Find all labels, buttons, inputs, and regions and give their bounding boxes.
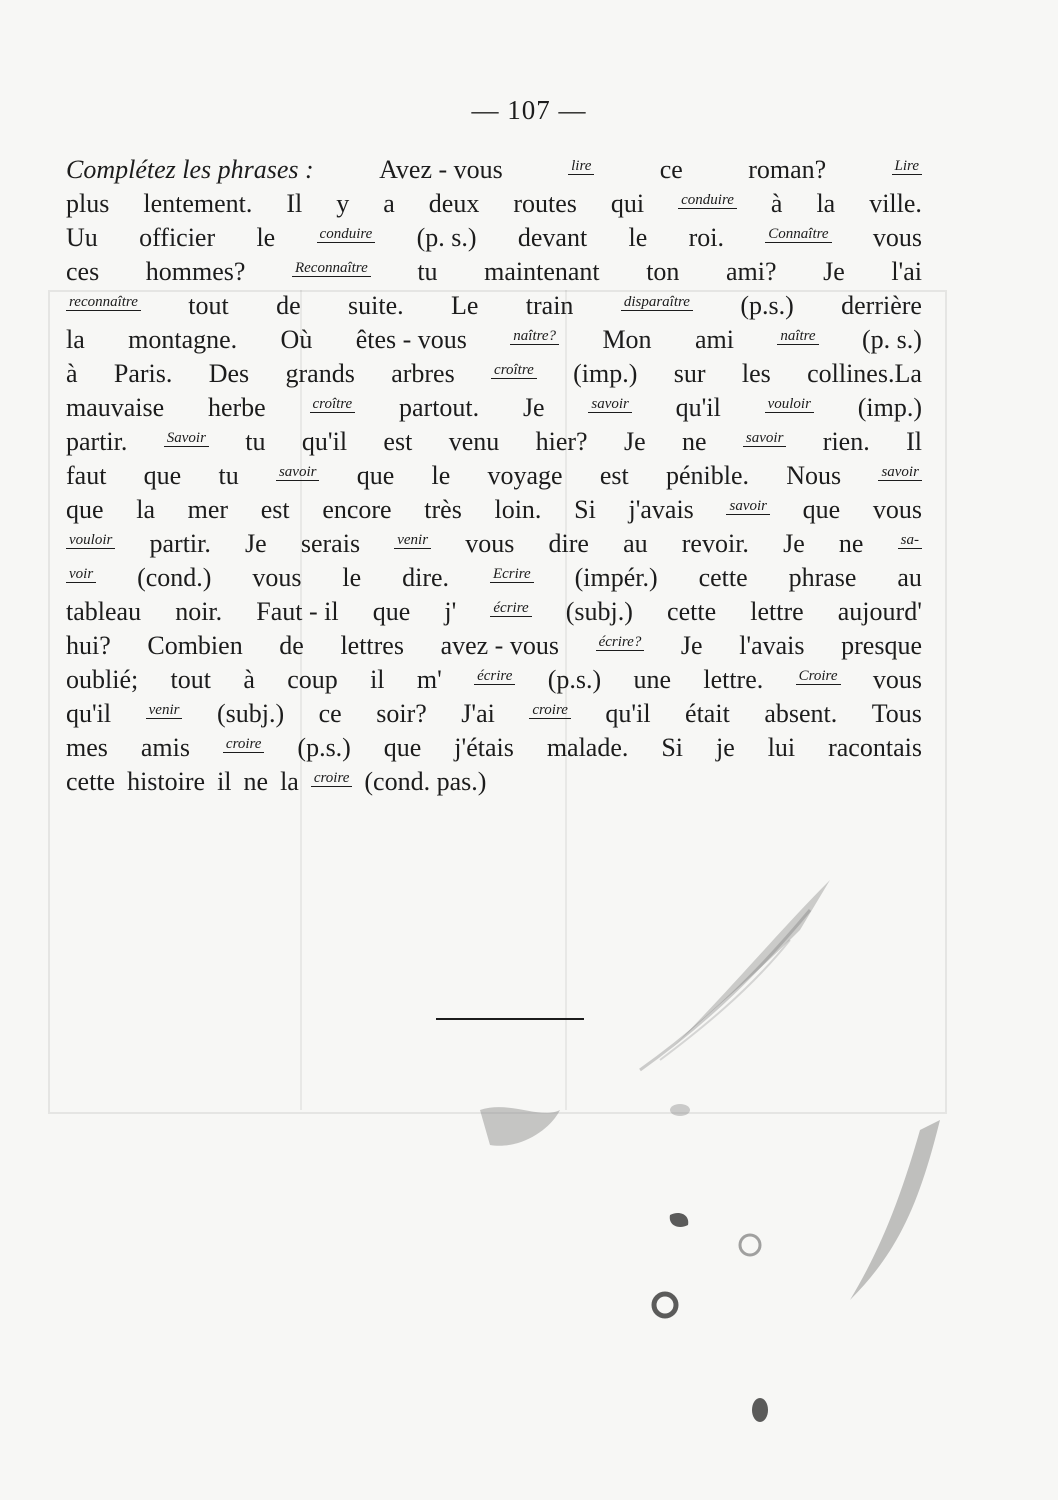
word: dire. [402,563,450,592]
word: l'ai [891,257,922,286]
word: devant [517,223,588,252]
word: Il [286,189,303,218]
word: de [279,631,304,660]
word: Si [661,733,684,762]
word: Paris. [113,359,173,388]
text-line [66,631,922,665]
word: deux [428,189,480,218]
text-line [66,767,922,801]
word: Je [245,529,267,558]
text-line [66,699,922,733]
word: (p.s.) [297,733,351,762]
word: avez - vous [440,631,559,660]
word: hier? [535,427,588,456]
verb-blank: Lire [892,158,922,175]
word: au [897,563,922,592]
word: montagne. [128,325,238,354]
word: est [383,427,413,456]
word: Uu [66,223,98,252]
word: qu'il [66,699,112,728]
word: phrase [788,563,857,592]
word: grands [285,359,355,388]
word: encore [322,495,392,524]
word: j'étais [454,733,514,762]
word: tableau [66,597,142,626]
word: le [628,223,648,252]
word: cette [66,767,116,796]
verb-blank: Ecrire [490,566,534,583]
word: qu'il [301,427,348,456]
word: vous [252,563,302,592]
verb-blank: savoir [726,498,770,515]
word: Le [450,291,479,320]
word: a [383,189,395,218]
word: noir. [175,597,223,626]
word: vous [872,495,922,524]
word: cette [698,563,748,592]
word: cette [667,597,717,626]
word: mer [187,495,229,524]
word: ton [646,257,680,286]
word: mes [66,733,108,762]
word: la [66,325,85,354]
word: ces [66,257,100,286]
verb-blank: disparaître [621,294,693,311]
verb-blank: lire [568,158,594,175]
word: (p.s.) [547,665,602,694]
word: rien. [822,427,870,456]
word: que [143,461,182,490]
word: lettre [750,597,804,626]
word: très [424,495,462,524]
word: roi. [688,223,724,252]
word: Il [906,427,922,456]
word: que [383,733,422,762]
word: Combien [147,631,243,660]
word: Nous [786,461,842,490]
word: revoir. [681,529,749,558]
text-line [66,733,922,767]
word: de [276,291,301,320]
text-line [66,427,922,461]
word: (p.s.) [740,291,794,320]
stain-marks [580,870,960,1450]
verb-blank: Croire [796,668,841,685]
word: est [599,461,629,490]
verb-blank: sa- [898,532,922,549]
word: à [770,189,783,218]
word: Je [522,393,545,422]
word: coup [287,665,338,694]
word: qu'il [605,699,651,728]
word: amis [140,733,190,762]
word: (p. s.) [416,223,477,252]
word: (impér.) [574,563,658,592]
word: presque [841,631,922,660]
page-number: — 107 — [471,95,587,125]
word: hui? [66,631,111,660]
word: collines.La [807,359,922,388]
word: partir. [66,427,128,456]
end-rule [436,1018,584,1020]
word: vous [872,665,922,694]
word: était [685,699,730,728]
word: que [66,495,104,524]
word: Je [823,257,845,286]
word: histoire [127,767,206,796]
word: maintenant [484,257,600,286]
text-line [66,359,922,393]
word: la [136,495,155,524]
verb-blank: voir [66,566,96,583]
verb-blank: Connaître [765,226,831,243]
word: à [243,665,255,694]
word: le [342,563,362,592]
word: qu'il [675,393,721,422]
word: j'avais [628,495,694,524]
verb-blank: savoir [878,464,922,481]
word: routes [513,189,577,218]
word: oublié; [66,665,139,694]
word: aujourd' [837,597,922,626]
word: Tous [871,699,922,728]
word: à [66,359,78,388]
text-line [66,563,922,597]
instruction: Complétez les phrases : [66,155,314,184]
word: pénible. [666,461,750,490]
verb-blank: écrire [490,600,531,617]
word: arbres [391,359,455,388]
text-line [66,325,922,359]
word: malade. [546,733,629,762]
word: J'ai [461,699,495,728]
word: vous [465,529,515,558]
verb-blank: conduire [678,192,737,209]
text-line [66,665,922,699]
word: ce [659,155,683,184]
verb-blank: croître [310,396,356,413]
word: herbe [207,393,266,422]
word: dire [548,529,589,558]
word: ne [243,767,269,796]
word: le [431,461,451,490]
word: Faut - il [256,597,339,626]
text-line [66,529,922,563]
word: Mon [602,325,652,354]
word: y [336,189,350,218]
word: loin. [494,495,542,524]
word: serais [300,529,361,558]
word: venu [448,427,500,456]
word: qui [610,189,645,218]
word: que [356,461,395,490]
word: partir. [149,529,211,558]
word: il [370,665,385,694]
word: train [525,291,574,320]
word: m' [416,665,442,694]
word: que [802,495,841,524]
word: lettre. [703,665,764,694]
word: sur [673,359,706,388]
verb-blank: venir [146,702,183,719]
word: soir? [376,699,427,728]
verb-blank: vouloir [765,396,814,413]
word: j' [444,597,457,626]
word: ami [694,325,734,354]
verb-blank: écrire [474,668,515,685]
word: ce [318,699,342,728]
word: ami? [725,257,777,286]
word: derrière [841,291,922,320]
verb-blank: naître? [510,328,559,345]
word: officier [139,223,216,252]
text-line [66,223,922,257]
word: le [256,223,276,252]
verb-blank: Reconnaître [292,260,371,277]
verb-blank: venir [394,532,431,549]
word: il [217,767,232,796]
word: une [633,665,672,694]
word: je [715,733,735,762]
word: (imp.) [857,393,922,422]
verb-blank: naître [777,328,818,345]
verb-blank: reconnaître [66,294,141,311]
word: (subj.) [565,597,633,626]
stain-mark [470,1090,590,1170]
word: au [623,529,648,558]
word: est [260,495,290,524]
word: tu [245,427,266,456]
word: Je [783,529,805,558]
word: ville. [869,189,922,218]
text-line [66,461,922,495]
word: tout [170,665,211,694]
verb-blank: croire [529,702,571,719]
verb-blank: écrire? [596,634,645,651]
word: faut [66,461,107,490]
exercise-text [66,155,922,801]
word: (p. s.) [861,325,922,354]
word: êtes - vous [355,325,467,354]
word: Je [623,427,646,456]
text-line [66,495,922,529]
text-line [66,155,922,189]
word: (subj.) [216,699,285,728]
word: Je [680,631,703,660]
verb-blank: vouloir [66,532,115,549]
word: Avez - vous [379,155,503,184]
text-line [66,257,922,291]
word: la [280,767,299,796]
word: la [816,189,836,218]
text-line [66,393,922,427]
text-line [66,597,922,631]
word: Où [280,325,313,354]
verb-blank: savoir [743,430,787,447]
word: (imp.) [573,359,638,388]
word: Des [208,359,250,388]
verb-blank: croire [311,770,353,787]
word: tout [188,291,229,320]
word: (cond. pas.) [364,767,487,796]
verb-blank: Savoir [164,430,209,447]
verb-blank: croire [223,736,265,753]
word: lettres [340,631,404,660]
word: lui [767,733,796,762]
verb-blank: croître [491,362,537,379]
word: plus [66,189,110,218]
word: que [372,597,411,626]
verb-blank: savoir [276,464,320,481]
word: lentement. [143,189,253,218]
verb-blank: savoir [588,396,632,413]
word: roman? [748,155,827,184]
word: Si [574,495,596,524]
word: partout. [399,393,480,422]
word: ne [682,427,707,456]
word: absent. [764,699,838,728]
word: hommes? [145,257,246,286]
word: ne [838,529,864,558]
text-line [66,189,922,223]
word: tu [218,461,239,490]
word: mauvaise [66,393,165,422]
word: l'avais [739,631,805,660]
word: les [741,359,771,388]
word: racontais [828,733,922,762]
word: suite. [348,291,404,320]
word: tu [417,257,438,286]
verb-blank: conduire [317,226,376,243]
text-line [66,291,922,325]
word: voyage [487,461,563,490]
word: vous [872,223,922,252]
word: (cond.) [137,563,212,592]
